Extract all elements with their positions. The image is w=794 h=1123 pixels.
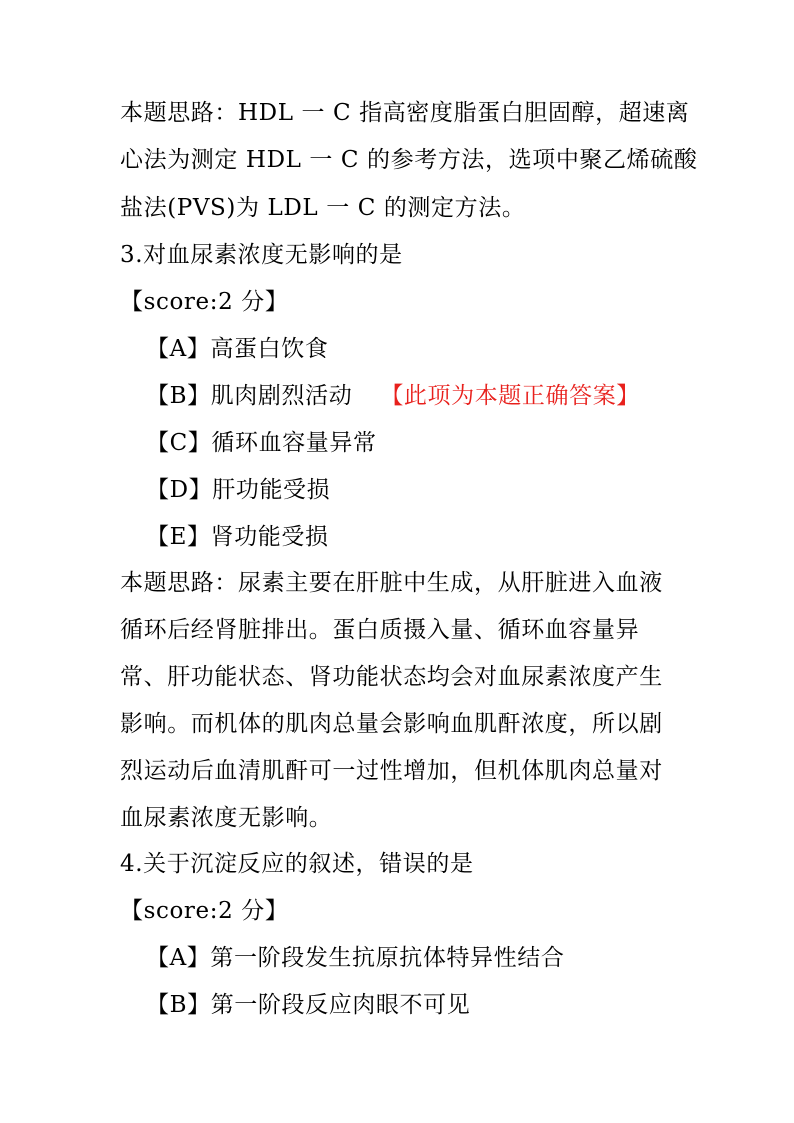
option-key: 【B】 <box>146 383 211 409</box>
explanation-line: 血尿素浓度无影响。 <box>120 805 333 831</box>
question-3-score: 【score:2 分】 <box>120 289 289 315</box>
q3-option-e <box>146 522 329 552</box>
explanation-line: 本题思路：HDL 一 C 指高密度脂蛋白胆固醇，超速离 <box>120 100 690 126</box>
option-text: 肝功能受损 <box>212 477 331 503</box>
question-4-score: 【score:2 分】 <box>120 898 289 924</box>
explanation-line: 影响。而机体的肌肉总量会影响血肌酐浓度，所以剧 <box>120 711 663 737</box>
option-key: 【B】 <box>146 992 211 1018</box>
explanation-line: 循环后经肾脏排出。蛋白质摄入量、循环血容量异 <box>120 617 640 643</box>
option-key: 【A】 <box>146 336 211 362</box>
explanation-line: 常、肝功能状态、肾功能状态均会对血尿素浓度产生 <box>120 664 663 690</box>
question-3-stem: 3.对血尿素浓度无影响的是 <box>120 242 403 268</box>
option-text: 肾功能受损 <box>210 524 329 550</box>
q3-option-d <box>146 475 330 505</box>
explanation-line: 本题思路：尿素主要在肝脏中生成，从肝脏进入血液 <box>120 570 663 596</box>
question-4-stem: 4.关于沉淀反应的叙述，错误的是 <box>120 851 474 877</box>
option-text: 第一阶段发生抗原抗体特异性结合 <box>210 945 565 971</box>
correct-answer-mark: 【此项为本题正确答案】 <box>380 383 640 409</box>
option-text: 第一阶段反应肉眼不可见 <box>210 992 471 1018</box>
explanation-line: 盐法(PVS)为 LDL 一 C 的测定方法。 <box>120 195 526 221</box>
q4-option-a <box>146 943 564 973</box>
q3-option-b <box>146 381 640 411</box>
option-key: 【C】 <box>146 430 212 456</box>
q3-option-a <box>146 334 328 364</box>
option-text: 循环血容量异常 <box>211 430 377 456</box>
q4-option-b <box>146 990 470 1020</box>
option-text: 高蛋白饮食 <box>210 336 329 362</box>
option-text: 肌肉剧烈活动 <box>210 383 353 409</box>
option-key: 【D】 <box>146 477 213 503</box>
option-key: 【E】 <box>146 524 211 550</box>
explanation-line: 烈运动后血清肌酐可一过性增加，但机体肌肉总量对 <box>120 758 663 784</box>
option-key: 【A】 <box>146 945 211 971</box>
q3-option-c <box>146 428 377 458</box>
explanation-line: 心法为测定 HDL 一 C 的参考方法，选项中聚乙烯硫酸 <box>120 147 698 173</box>
